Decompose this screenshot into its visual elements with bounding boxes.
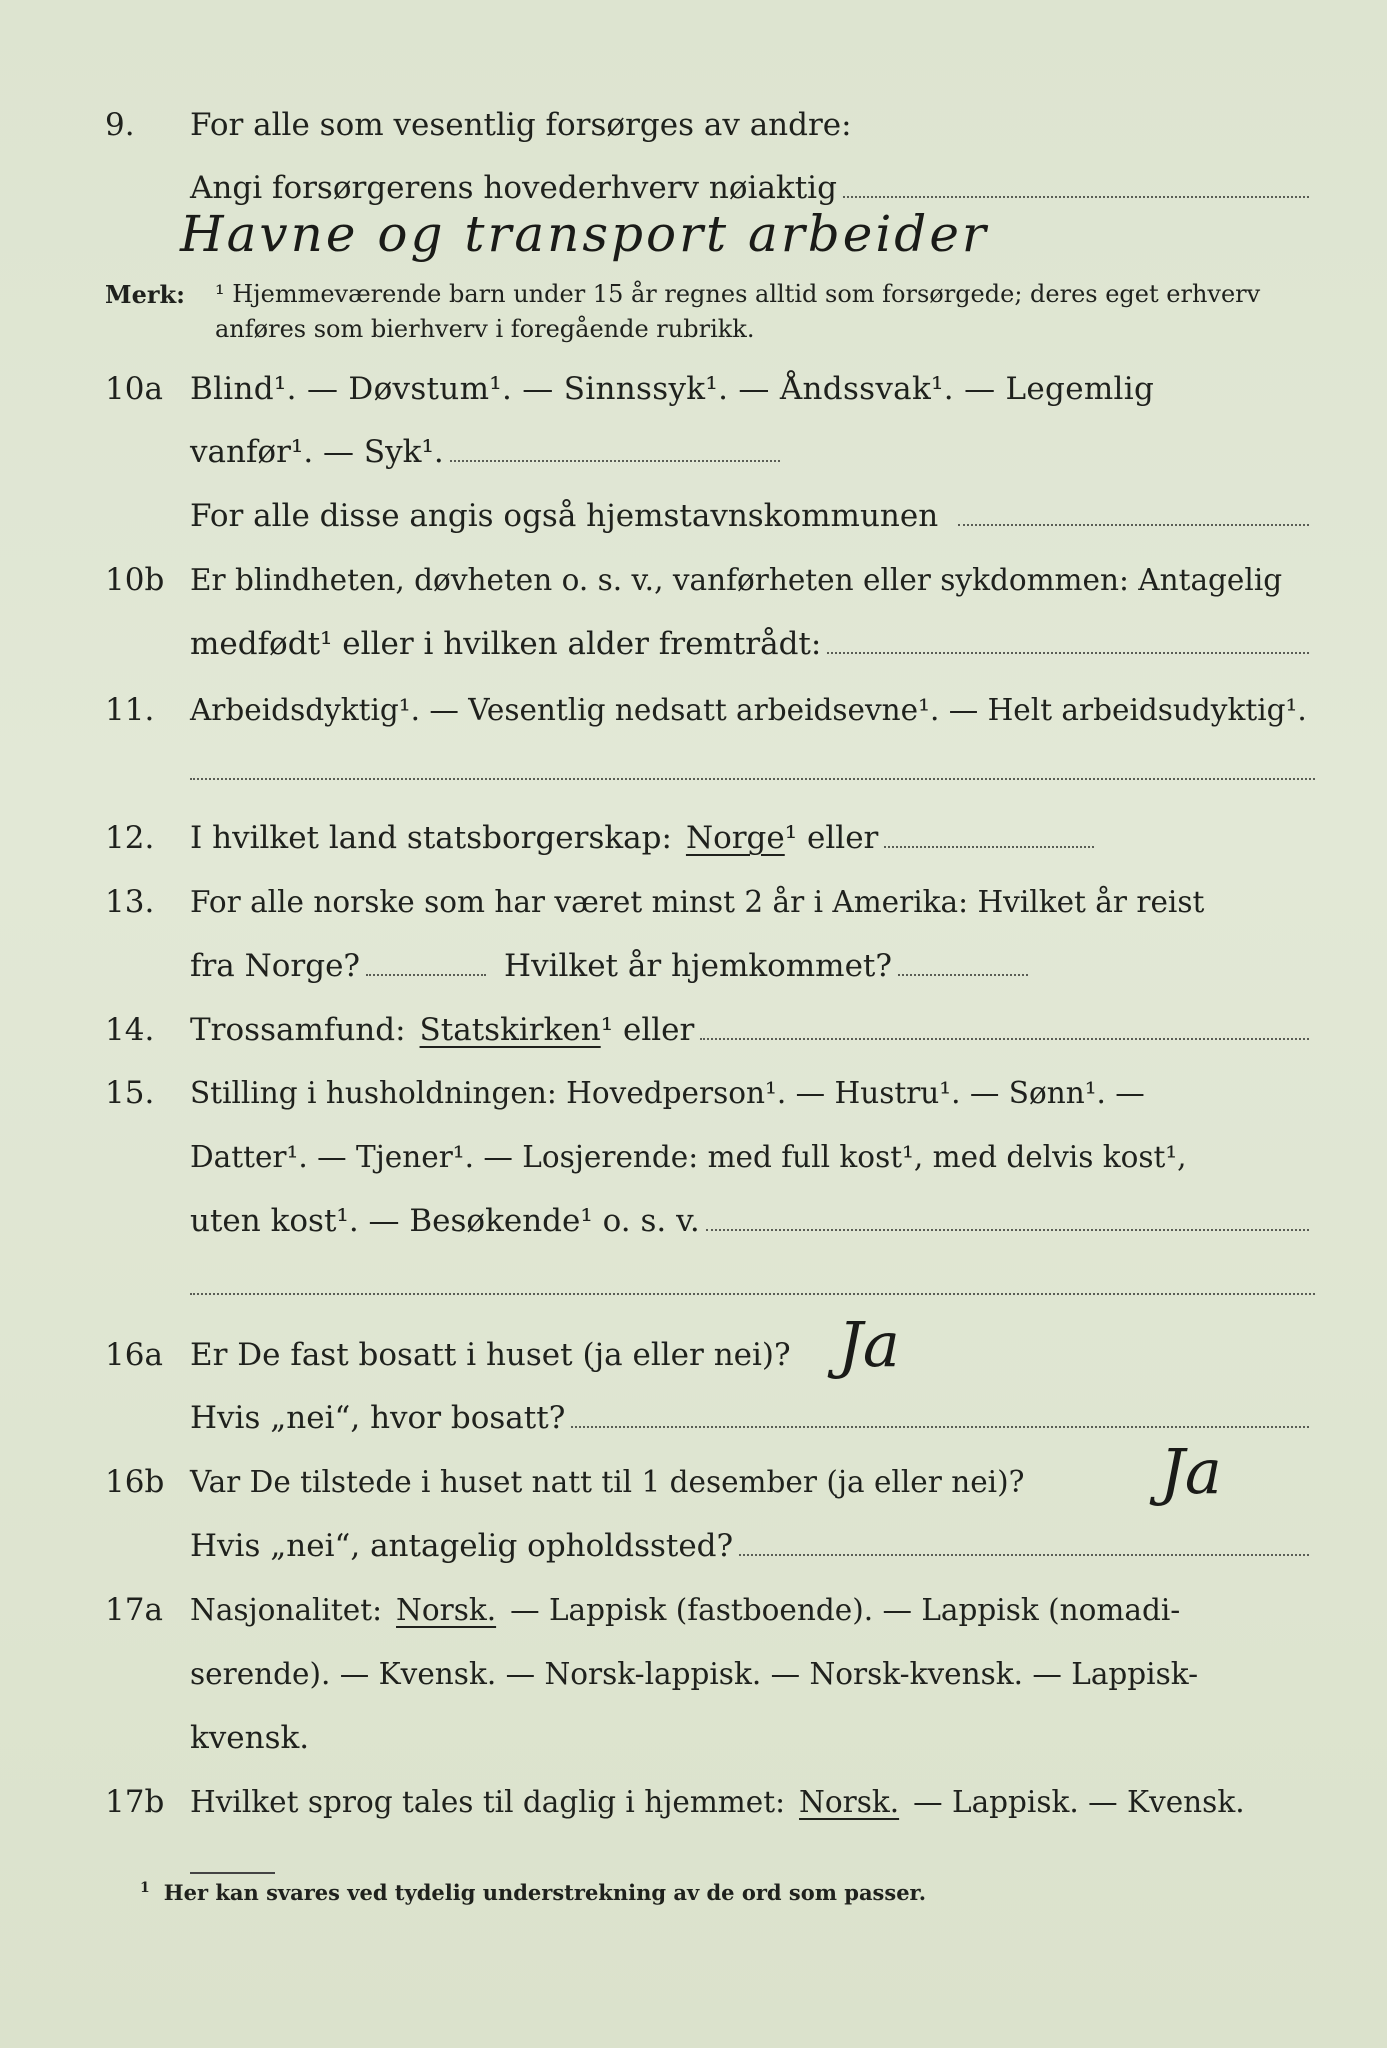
answer-line (700, 1038, 1309, 1040)
question-number: 10a (105, 371, 163, 407)
question-text: Arbeidsdyktig¹. — Vesentlig nedsatt arbeidsevne¹. — Helt arbeidsudyktig¹. (190, 693, 1307, 727)
answer-line (190, 778, 1315, 780)
selected-option: Norsk. (396, 1593, 497, 1627)
answer-line (827, 652, 1309, 654)
question-text: I hvilket land statsborgerskap: (190, 820, 672, 856)
question-number: 11. (105, 692, 155, 728)
question-text: ¹ eller (784, 820, 879, 856)
question-text: Stilling i husholdningen: Hovedperson¹. — Hustru¹. — Sønn¹. — (190, 1076, 1145, 1110)
answer-line (190, 1293, 1315, 1295)
question-text: Angi forsørgerens hovederhverv nøiaktig (190, 170, 837, 206)
footnote-text: Her kan svares ved tydelig understrekning av de ord som passer. (163, 1880, 927, 1905)
question-text: Hvilket år hjemkommet? (504, 948, 893, 984)
handwritten-answer: Havne og transport arbeider (180, 205, 989, 263)
footnote-divider (190, 1872, 275, 1874)
question-text: serende). — Kvensk. — Norsk-lappisk. — Norsk-kvensk. — Lappisk- (190, 1657, 1199, 1691)
question-number: 14. (105, 1012, 155, 1048)
question-number: 16a (105, 1337, 163, 1373)
question-number: 16b (105, 1464, 165, 1500)
question-number: 10b (105, 562, 165, 598)
question-text: — Lappisk (fastboende). — Lappisk (nomadi- (510, 1593, 1181, 1627)
question-number: 12. (105, 820, 155, 856)
question-text: Er De fast bosatt i huset (ja eller nei)? (190, 1337, 791, 1373)
answer-line (706, 1229, 1309, 1231)
question-text: uten kost¹. — Besøkende¹ o. s. v. (190, 1203, 700, 1239)
question-text: fra Norge? (190, 948, 361, 984)
question-text: Hvis „nei“, hvor bosatt? (190, 1400, 566, 1436)
answer-line (898, 974, 1028, 976)
answer-line (450, 460, 780, 462)
selected-option: Statskirken (419, 1012, 601, 1048)
question-number: 9. (105, 107, 135, 143)
question-text: medfødt¹ eller i hvilken alder fremtrådt: (190, 626, 822, 662)
question-text: kvensk. (190, 1720, 310, 1756)
question-text: Blind¹. — Døvstum¹. — Sinnssyk¹. — Åndssvak¹. — Legemlig (190, 371, 1155, 407)
footnote-mark: 1 (140, 1880, 150, 1896)
question-text: Var De tilstede i huset natt til 1 desember (ja eller nei)? (190, 1465, 1025, 1499)
footnote (140, 1880, 926, 1905)
answer-line (843, 196, 1309, 198)
question-text: For alle som vesentlig forsørges av andre: (190, 107, 852, 143)
question-text: For alle disse angis også hjemstavnskommunen (190, 498, 939, 534)
question-number: 17a (105, 1592, 163, 1628)
handwritten-answer: Ja (1160, 1435, 1222, 1508)
question-number: 13. (105, 884, 155, 920)
answer-line (739, 1554, 1309, 1556)
selected-option: Norsk. (799, 1785, 900, 1819)
answer-line (884, 846, 1094, 848)
question-text: — Lappisk. — Kvensk. (913, 1785, 1245, 1819)
question-text: Datter¹. — Tjener¹. — Losjerende: med full kost¹, med delvis kost¹, (190, 1140, 1187, 1174)
question-text: Trossamfund: (190, 1012, 406, 1048)
question-number: 15. (105, 1075, 155, 1111)
question-text: Hvilket sprog tales til daglig i hjemmet: (190, 1785, 786, 1819)
note-label: Merk: (105, 280, 185, 309)
answer-line (958, 524, 1309, 526)
question-number: 17b (105, 1784, 165, 1820)
note-text: ¹ Hjemmeværende barn under 15 år regnes alltid som forsørgede; deres eget erhverv (215, 280, 1261, 308)
question-text: Er blindheten, døvheten o. s. v., vanførheten eller sykdommen: Antagelig (190, 563, 1283, 597)
note-text: anføres som bierhverv i foregående rubrikk. (215, 315, 755, 343)
question-text: vanfør¹. — Syk¹. (190, 434, 444, 470)
selected-option: Norge (685, 820, 785, 856)
answer-line (571, 1426, 1309, 1428)
handwritten-answer: Ja (838, 1308, 900, 1381)
question-text: ¹ eller (600, 1012, 695, 1048)
question-text: For alle norske som har været minst 2 år i Amerika: Hvilket år reist (190, 885, 1205, 919)
question-text: Hvis „nei“, antagelig opholdssted? (190, 1528, 734, 1564)
answer-line (366, 974, 486, 976)
question-text: Nasjonalitet: (190, 1593, 383, 1627)
